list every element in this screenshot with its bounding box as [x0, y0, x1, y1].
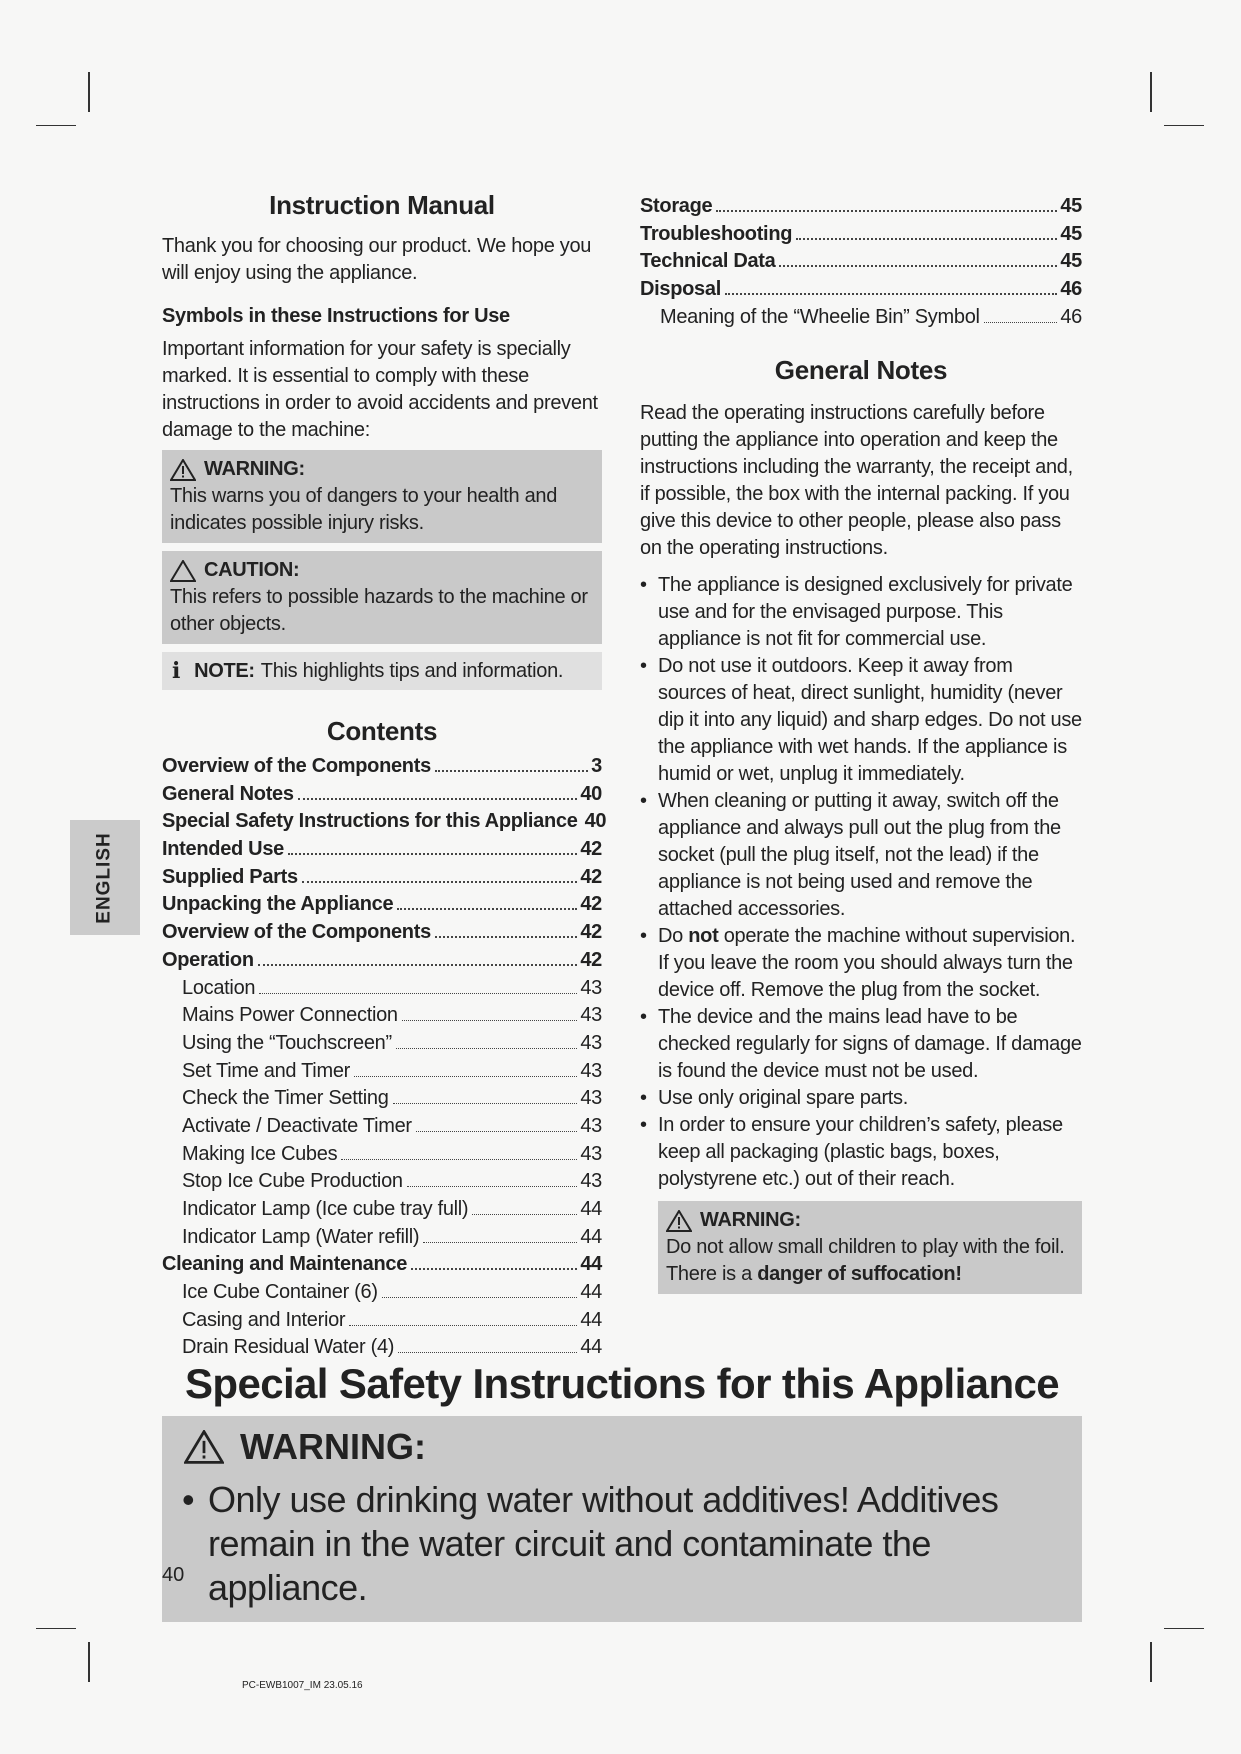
warning-text-emphasis: danger of suffocation! — [757, 1263, 962, 1286]
toc-leader-dots — [397, 908, 577, 910]
general-notes-list — [640, 572, 1082, 1193]
language-tab-label: ENGLISH — [94, 831, 116, 924]
toc-entry — [162, 1281, 602, 1309]
crop-mark — [1164, 1628, 1204, 1629]
toc-entry-page: 42 — [580, 865, 602, 888]
toc-entry — [162, 1060, 602, 1088]
general-notes-intro: Read the operating instructions carefully before putting the appliance into operation and keep the instructions including the warranty, the receipt and, if possible, the box with the internal packing. If you give this device to other people, please also pass on the operating instructions. — [640, 402, 1073, 560]
toc-entry-page: 43 — [580, 1142, 602, 1165]
toc-entry-label: Indicator Lamp (Ice cube tray full) — [182, 1198, 469, 1220]
list-item — [640, 923, 1082, 1004]
toc-entry — [162, 1087, 602, 1115]
toc-entry — [162, 1226, 602, 1254]
toc-leader-dots — [354, 1076, 577, 1077]
toc-leader-dots — [382, 1297, 578, 1298]
toc-entry-page: 45 — [1060, 250, 1082, 273]
toc-leader-dots — [288, 853, 577, 855]
toc-leader-dots — [435, 936, 577, 938]
toc-entry-label: Drain Residual Water (4) — [182, 1336, 395, 1359]
toc-leader-dots — [435, 770, 588, 772]
toc-entry-label: Disposal — [640, 278, 721, 301]
caution-icon — [170, 560, 196, 582]
toc-entry-label: Check the Timer Setting — [182, 1087, 389, 1110]
language-tab — [70, 820, 140, 935]
toc-leader-dots — [396, 1048, 577, 1049]
toc-entry — [162, 1198, 602, 1226]
toc-entry — [162, 893, 602, 921]
special-warning-label: WARNING: — [240, 1426, 426, 1467]
toc-entry-page: 44 — [580, 1198, 602, 1220]
list-item-text: operate the machine without supervision. If you leave the room you should always turn the device off. Remove the plug from the socket. — [658, 925, 1076, 1002]
toc-entry — [162, 783, 602, 811]
list-item: • The appliance is designed exclusively for private use and for the envisaged purpose. This appliance is not fit for commercial use. — [640, 572, 1082, 653]
special-warning-box — [162, 1416, 1082, 1622]
toc-entry-page: 46 — [1060, 305, 1082, 328]
toc-leader-dots — [259, 993, 577, 994]
toc-entry — [162, 1143, 602, 1171]
toc-leader-dots — [402, 1020, 578, 1021]
warning-text: This warns you of dangers to your health and indicates possible injury risks. — [170, 485, 558, 534]
toc-entry — [162, 755, 602, 783]
toc-entry-label: Intended Use — [162, 838, 284, 861]
crop-mark — [36, 1628, 76, 1629]
toc-entry — [162, 977, 602, 1005]
toc-entry-label: Casing and Interior — [182, 1308, 346, 1331]
crop-mark — [88, 72, 90, 112]
toc-leader-dots — [984, 322, 1058, 323]
special-safety-title: Special Safety Instructions for this Appliance — [184, 1360, 1060, 1407]
crop-mark — [88, 1642, 90, 1682]
toc-entry — [162, 921, 602, 949]
right-column — [640, 195, 1082, 1294]
toc-entry-label: Storage — [640, 195, 713, 217]
manual-title: Instruction Manual — [269, 190, 495, 220]
toc-entry-label: Technical Data — [640, 250, 776, 273]
general-notes-title: General Notes — [774, 355, 948, 386]
toc-entry-page: 44 — [580, 1336, 602, 1359]
toc-entry — [162, 1309, 602, 1337]
toc-entry-page: 44 — [580, 1225, 602, 1248]
toc-entry-label: General Notes — [162, 782, 294, 805]
caution-text: This refers to possible hazards to the machine or other objects. — [170, 586, 588, 635]
toc-entry-page: 46 — [1060, 278, 1082, 301]
toc-entry-page: 43 — [580, 1087, 602, 1110]
toc-entry-label: Overview of the Components — [162, 921, 431, 944]
toc-leader-dots — [393, 1103, 578, 1104]
toc-leader-dots — [716, 210, 1057, 212]
toc-entry-page: 44 — [580, 1281, 602, 1304]
toc-entry-label: Cleaning and Maintenance — [162, 1253, 408, 1276]
toc-leader-dots — [398, 1352, 577, 1353]
toc-entry-page: 45 — [1060, 222, 1082, 245]
toc-entry — [162, 1253, 602, 1281]
toc-entry-page: 43 — [580, 1170, 602, 1193]
list-item: • In order to ensure your children’s safety, please keep all packaging (plastic bags, boxes, polystyrene etc.) out of their reach. — [640, 1112, 1082, 1193]
warning-icon — [184, 1430, 224, 1464]
toc-leader-dots — [349, 1325, 577, 1326]
warning-text — [666, 1261, 1074, 1288]
toc-entry — [640, 306, 1082, 334]
toc-entry — [640, 195, 1082, 223]
list-item: • The device and the mains lead have to be checked regularly for signs of damage. If damage is found the device must not be used. — [640, 1004, 1082, 1085]
toc-entry-label: Overview of the Components — [162, 755, 431, 777]
toc-entry-label: Location — [182, 976, 256, 999]
toc-leader-dots — [341, 1159, 577, 1160]
toc-entry — [162, 949, 602, 977]
toc-entry-label: Troubleshooting — [640, 222, 793, 245]
toc-entry-page: 42 — [580, 948, 602, 971]
crop-mark — [1150, 72, 1152, 112]
list-item-emphasis: not — [688, 925, 719, 948]
warning-label: WARNING: — [204, 458, 305, 480]
intro-text: Thank you for choosing our product. We hope you will enjoy using the appliance. — [162, 235, 592, 284]
toc-entry-label: Activate / Deactivate Timer — [182, 1114, 412, 1137]
toc-entry-page: 43 — [580, 976, 602, 999]
info-icon: i — [172, 658, 181, 684]
toc-entry — [162, 810, 607, 838]
warning-icon — [170, 459, 196, 481]
footer-code: PC-EWB1007_IM 23.05.16 — [242, 1680, 363, 1691]
suffocation-warning-box — [658, 1201, 1082, 1294]
list-item: • When cleaning or putting it away, switch off the appliance and always pull out the plug from the socket (pull the plug itself, not the lead) if the appliance is not being used and remove the attached accessories. — [640, 788, 1082, 923]
toc-entry — [640, 250, 1082, 278]
toc-entry-label: Indicator Lamp (Water refill) — [182, 1225, 420, 1248]
toc-leader-dots — [725, 293, 1057, 295]
toc-entry — [162, 838, 602, 866]
symbols-heading: Symbols in these Instructions for Use — [162, 305, 510, 327]
toc-entry-page: 43 — [580, 1059, 602, 1082]
toc-entry-label: Operation — [162, 948, 254, 971]
toc-entry-page: 3 — [591, 755, 602, 777]
toc-entry-label: Meaning of the “Wheelie Bin” Symbol — [660, 305, 980, 328]
toc-entry-label: Mains Power Connection — [182, 1004, 398, 1027]
crop-mark — [1164, 125, 1204, 126]
toc-entry-label: Set Time and Timer — [182, 1059, 350, 1082]
toc-entry — [162, 866, 602, 894]
toc-entry — [640, 278, 1082, 306]
toc-entry-page: 42 — [580, 893, 602, 916]
warning-text-part: There is a — [666, 1263, 758, 1286]
toc-entry-page: 43 — [580, 1004, 602, 1027]
toc-leader-dots — [258, 964, 578, 966]
table-of-contents — [162, 755, 607, 1364]
toc-entry — [162, 1170, 602, 1198]
toc-entry — [162, 1115, 602, 1143]
note-label: NOTE: — [194, 659, 255, 682]
toc-entry — [162, 1004, 602, 1032]
toc-entry-label: Making Ice Cubes — [182, 1142, 338, 1165]
toc-entry — [162, 1032, 602, 1060]
toc-entry-label: Ice Cube Container (6) — [182, 1281, 378, 1304]
page-number: 40 — [162, 1564, 185, 1586]
toc-leader-dots — [779, 265, 1057, 267]
warning-box — [162, 450, 602, 543]
warning-text: Do not allow small children to play with the foil. — [666, 1236, 1065, 1259]
toc-leader-dots — [416, 1131, 578, 1132]
toc-entry-label: Supplied Parts — [162, 865, 298, 888]
symbols-text: Important information for your safety is specially marked. It is essential to comply with these instructions in order to avoid accidents and prevent damage to the machine: — [162, 338, 598, 441]
toc-entry-page: 40 — [580, 782, 602, 805]
note-box — [162, 652, 602, 690]
contents-title: Contents — [326, 716, 438, 746]
toc-entry-page: 43 — [580, 1031, 602, 1054]
special-warning-text: • Only use drinking water without additives! Additives remain in the water circuit and contaminate the appliance. — [176, 1478, 1070, 1610]
toc-leader-dots — [407, 1186, 578, 1187]
table-of-contents-continued — [640, 195, 1082, 333]
left-column — [162, 190, 607, 1364]
toc-leader-dots — [472, 1214, 577, 1215]
list-item: • Do not use it outdoors. Keep it away from sources of heat, direct sunlight, humidity (never dip it into any liquid) and sharp edges. Do not use the appliance with wet hands. If the appliance is humid or wet, unplug it immediately. — [640, 653, 1082, 788]
toc-entry — [640, 223, 1082, 251]
toc-entry-page: 44 — [580, 1253, 602, 1276]
crop-mark — [36, 125, 76, 126]
toc-entry-page: 45 — [1060, 195, 1082, 217]
toc-leader-dots — [298, 798, 578, 800]
toc-leader-dots — [423, 1242, 577, 1243]
list-item: • Use only original spare parts. — [640, 1085, 1082, 1112]
list-item-text: Do — [658, 925, 689, 948]
toc-entry-label: Special Safety Instructions for this Appliance — [162, 810, 578, 833]
caution-box — [162, 551, 602, 644]
toc-entry-page: 42 — [580, 838, 602, 861]
crop-mark — [1150, 1642, 1152, 1682]
toc-entry-page: 43 — [580, 1114, 602, 1137]
warning-icon — [666, 1210, 692, 1232]
toc-entry-label: Stop Ice Cube Production — [182, 1170, 403, 1193]
toc-entry-page: 40 — [584, 810, 607, 833]
toc-entry-page: 44 — [580, 1308, 602, 1331]
toc-leader-dots — [302, 881, 578, 883]
toc-leader-dots — [796, 238, 1057, 240]
caution-label: CAUTION: — [204, 559, 300, 581]
note-text: This highlights tips and information. — [260, 659, 564, 682]
toc-entry-label: Using the “Touchscreen” — [182, 1031, 392, 1054]
toc-leader-dots — [411, 1268, 577, 1270]
toc-entry-label: Unpacking the Appliance — [162, 893, 394, 916]
warning-label: WARNING: — [700, 1209, 801, 1232]
toc-entry-page: 42 — [580, 921, 602, 944]
